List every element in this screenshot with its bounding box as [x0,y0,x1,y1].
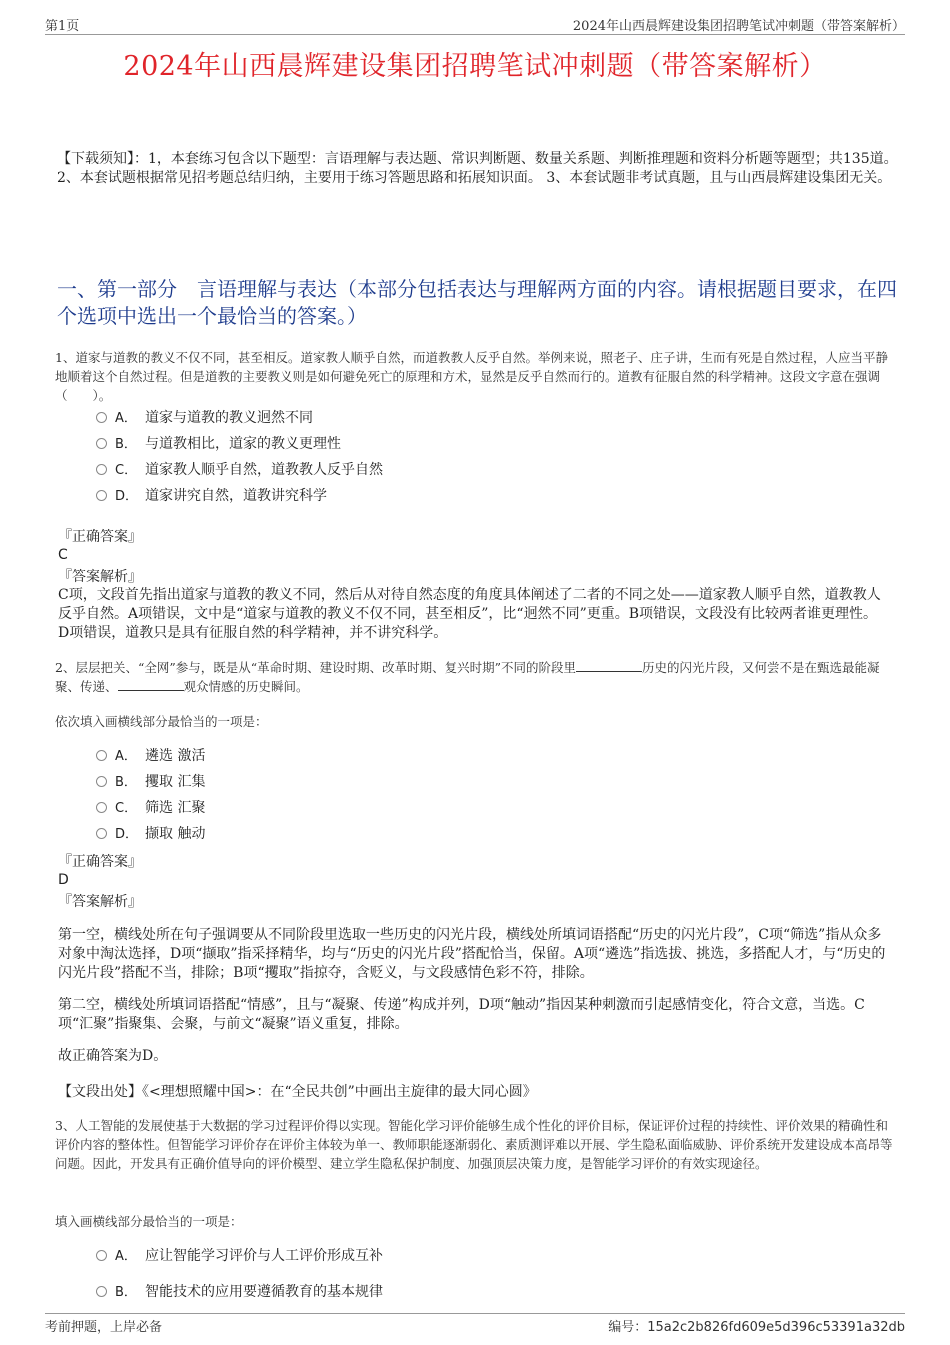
q3-option-b[interactable]: B． 智能技术的应用要遵循教育的基本规律 [96,1282,383,1302]
q2-option-a[interactable]: A． 遴选 激活 [96,746,205,766]
q2-prompt: 依次填入画横线部分最恰当的一项是： [55,714,268,729]
document-title: 2024年山西晨辉建设集团招聘笔试冲刺题（带答案解析） [123,51,827,82]
q1-analysis-label: 『答案解析』 [58,569,142,585]
question-1-stem: 1、道家与道教的教义不仅不同，甚至相反。道家教人顺乎自然，而道教教人反乎自然。举例来说，照老子、庄子讲，生而有死是自然过程，人应当平静地顺着这个自然过程。但是道教的主要教义则是如何避免死亡的原理和方术，显然是反乎自然而行的。道教有征服自然的科学精神。这段文字意在强调（ ）。 [55,350,888,403]
q2-answer-label: 『正确答案』 [58,854,142,870]
q2-source: 【文段出处】《<理想照耀中国>：在“全民共创”中画出主旋律的最大同心圆》 [58,1084,537,1100]
q2-analysis-label: 『答案解析』 [58,894,142,910]
radio-icon[interactable] [96,490,107,501]
radio-icon[interactable] [96,412,107,423]
radio-icon[interactable] [96,438,107,449]
page-number: 第1页 [45,19,80,34]
fill-blank-1 [576,659,642,672]
q1-option-d[interactable]: D． 道家讲究自然，道教讲究科学 [96,486,327,506]
q2-option-c[interactable]: C． 筛选 汇聚 [96,798,205,818]
radio-icon[interactable] [96,828,107,839]
fill-blank-2 [118,678,184,691]
q1-option-c[interactable]: C． 道家教人顺乎自然，道教教人反乎自然 [96,460,383,480]
q2-analysis-conclusion: 故正确答案为D。 [58,1048,168,1064]
q1-option-b[interactable]: B． 与道教相比，道家的教义更理性 [96,434,341,454]
header-doc-title: 2024年山西晨辉建设集团招聘笔试冲刺题（带答案解析） [572,19,905,34]
footer-slogan: 考前押题，上岸必备 [45,1320,163,1335]
radio-icon[interactable] [96,1250,107,1261]
q2-analysis-paragraph-1: 第一空，横线处所在句子强调要从不同阶段里选取一些历史的闪光片段，横线处所填词语搭配“历史的闪光片段”，C项“筛选”指从众多对象中淘汰选择，D项“撷取”指采择精华，均与“历史的闪光片段”搭配恰当，保留。A项“遴选”指选拔、挑选，多搭配人才，与“历史的闪光片段”搭配不当，排除；B项“攫取”指掠夺，含贬义，与文段感情色彩不符，排除。 [58,927,886,981]
q1-answer-label: 『正确答案』 [58,529,142,545]
q2-option-b[interactable]: B． 攫取 汇集 [96,772,205,792]
footer-code: 编号：15a2c2b826fd609e5d396c53391a32db [608,1320,905,1335]
question-2-stem: 2、层层把关、“全网”参与，既是从“革命时期、建设时期、改革时期、复兴时期”不同的阶段里 历史的闪光片段，又何尝不是在甄选最能凝聚、传递、 观众情感的历史瞬间。 [55,660,880,694]
q2-analysis-paragraph-2: 第二空，横线处所填词语搭配“情感”，且与“凝聚、传递”构成并列，D项“触动”指因某种刺激而引起感情变化，符合文意，当选。C项“汇聚”指聚集、会聚，与前文“凝聚”语义重复，排除。 [58,997,865,1032]
q2-option-d[interactable]: D． 撷取 触动 [96,824,205,844]
q3-option-a[interactable]: A． 应让智能学习评价与人工评价形成互补 [96,1246,383,1266]
question-3-stem: 3、人工智能的发展使基于大数据的学习过程评价得以实现。智能化学习评价能够生成个性化的评价目标，保证评价过程的持续性、评价效果的精确性和评价内容的整体性。但智能学习评价存在评价主体较为单一、教师职能逐渐弱化、素质测评难以开展、学生隐私面临威胁、评价系统开发建设成本高昂等问题。因此，开发具有正确价值导向的评价模型、建立学生隐私保护制度、加强顶层决策力度，是智能学习评价的有效实现途径。 [55,1118,893,1171]
page-footer [45,1313,905,1334]
q1-analysis: C项，文段首先指出道家与道教的教义不同，然后从对待自然态度的角度具体阐述了二者的不同之处——道家教人顺乎自然，道教教人反乎自然。A项错误，文中是“道家与道教的教义不仅不同，甚至相反”，比“迥然不同”更重。B项错误，文段没有比较两者谁更理性。D项错误，道教只是具有征服自然的科学精神，并不讲究科学。 [58,587,881,641]
q1-option-a[interactable]: A． 道家与道教的教义迥然不同 [96,408,313,428]
radio-icon[interactable] [96,776,107,787]
radio-icon[interactable] [96,750,107,761]
radio-icon[interactable] [96,1286,107,1297]
download-notice: 【下载须知】：1，本套练习包含以下题型：言语理解与表达题、常识判断题、数量关系题、判断推理题和资料分析题等题型；共135道。 2、本套试题根据常见招考题总结归纳，主要用于练习答题思路和拓展知识面。 3、本套试题非考试真题，且与山西晨辉建设集团无关。 [57,151,898,186]
page-header [45,14,905,35]
q1-answer: C [58,547,68,563]
section-heading: 一、第一部分 言语理解与表达（本部分包括表达与理解两方面的内容。请根据题目要求，在四个选项中选出一个最恰当的答案。） [57,277,897,328]
q2-answer: D [58,872,69,888]
radio-icon[interactable] [96,802,107,813]
radio-icon[interactable] [96,464,107,475]
q3-prompt: 填入画横线部分最恰当的一项是： [55,1214,243,1229]
